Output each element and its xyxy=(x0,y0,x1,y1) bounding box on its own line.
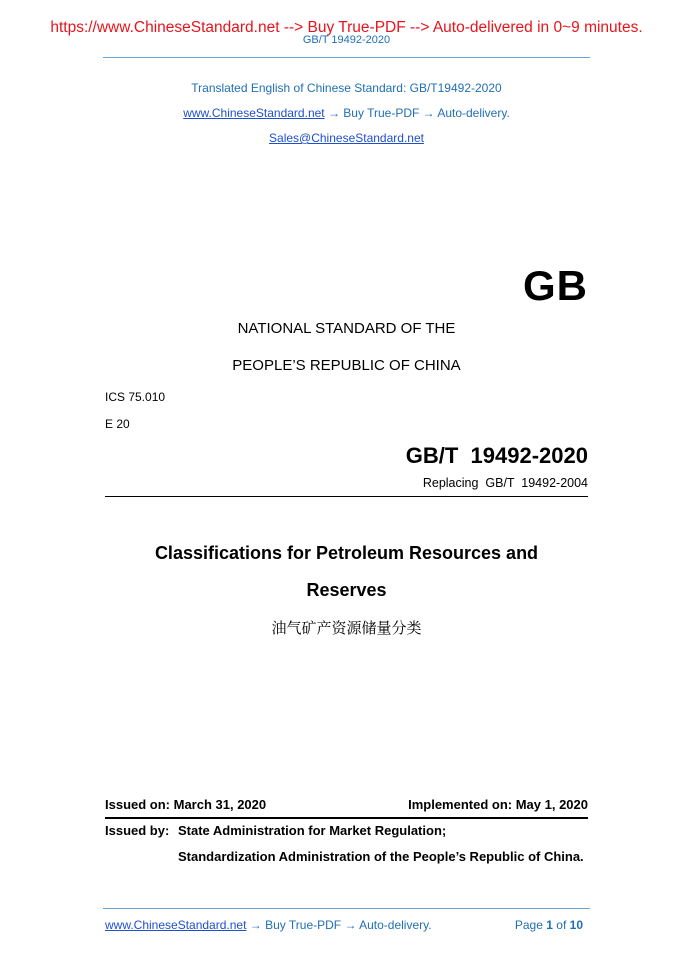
gb-logo: GB xyxy=(523,262,588,309)
site-link-suffix: → Buy True-PDF → Auto-delivery. xyxy=(324,106,510,120)
header-divider xyxy=(103,57,590,58)
issued-on: Issued on: March 31, 2020 xyxy=(105,797,267,812)
translation-note: Translated English of Chinese Standard: GB/T19492-2020 xyxy=(191,81,502,95)
standard-code: GB/T 19492-2020 xyxy=(405,443,588,468)
ics-code: ICS 75.010 xyxy=(105,390,166,404)
replacing-note: Replacing GB/T 19492-2004 xyxy=(422,476,588,490)
page-of: of xyxy=(556,918,567,932)
email-line xyxy=(0,131,693,145)
site-link[interactable]: www.ChineseStandard.net xyxy=(183,106,325,120)
page-total: 10 xyxy=(569,918,583,932)
page-indicator xyxy=(515,918,583,932)
footer-site-suffix: → Buy True-PDF → Auto-delivery. xyxy=(246,918,432,932)
issued-by-authority-2: Standardization Administration of the People’s Republic of China. xyxy=(178,849,584,864)
title-divider xyxy=(105,496,588,497)
header-standard-code: GB/T 19492-2020 xyxy=(302,34,391,46)
document-title-chinese: 油气矿产资源储量分类 xyxy=(271,619,422,637)
issue-divider xyxy=(105,817,588,819)
document-title-line1: Classifications for Petroleum Resources and xyxy=(154,543,539,563)
promo-banner[interactable]: https://www.ChineseStandard.net --> Buy True-PDF --> Auto-delivered in 0~9 minutes. xyxy=(50,19,643,36)
implemented-on: Implemented on: May 1, 2020 xyxy=(408,797,588,812)
national-standard-line2: PEOPLE’S REPUBLIC OF CHINA xyxy=(232,357,461,374)
issued-by-authority-1: State Administration for Market Regulation; xyxy=(178,823,447,838)
page-current: 1 xyxy=(546,918,553,932)
page-label: Page xyxy=(514,918,543,932)
footer-site-link[interactable]: www.ChineseStandard.net xyxy=(105,918,247,932)
issued-by-label: Issued by: xyxy=(105,823,170,838)
site-link-line xyxy=(0,106,693,120)
document-title-line2: Reserves xyxy=(306,580,387,600)
ccs-code: E 20 xyxy=(105,417,130,431)
national-standard-line1: NATIONAL STANDARD OF THE xyxy=(237,320,456,337)
email-link[interactable]: Sales@ChineseStandard.net xyxy=(269,131,424,145)
footer-site-line xyxy=(105,918,432,932)
footer-divider xyxy=(103,908,590,909)
